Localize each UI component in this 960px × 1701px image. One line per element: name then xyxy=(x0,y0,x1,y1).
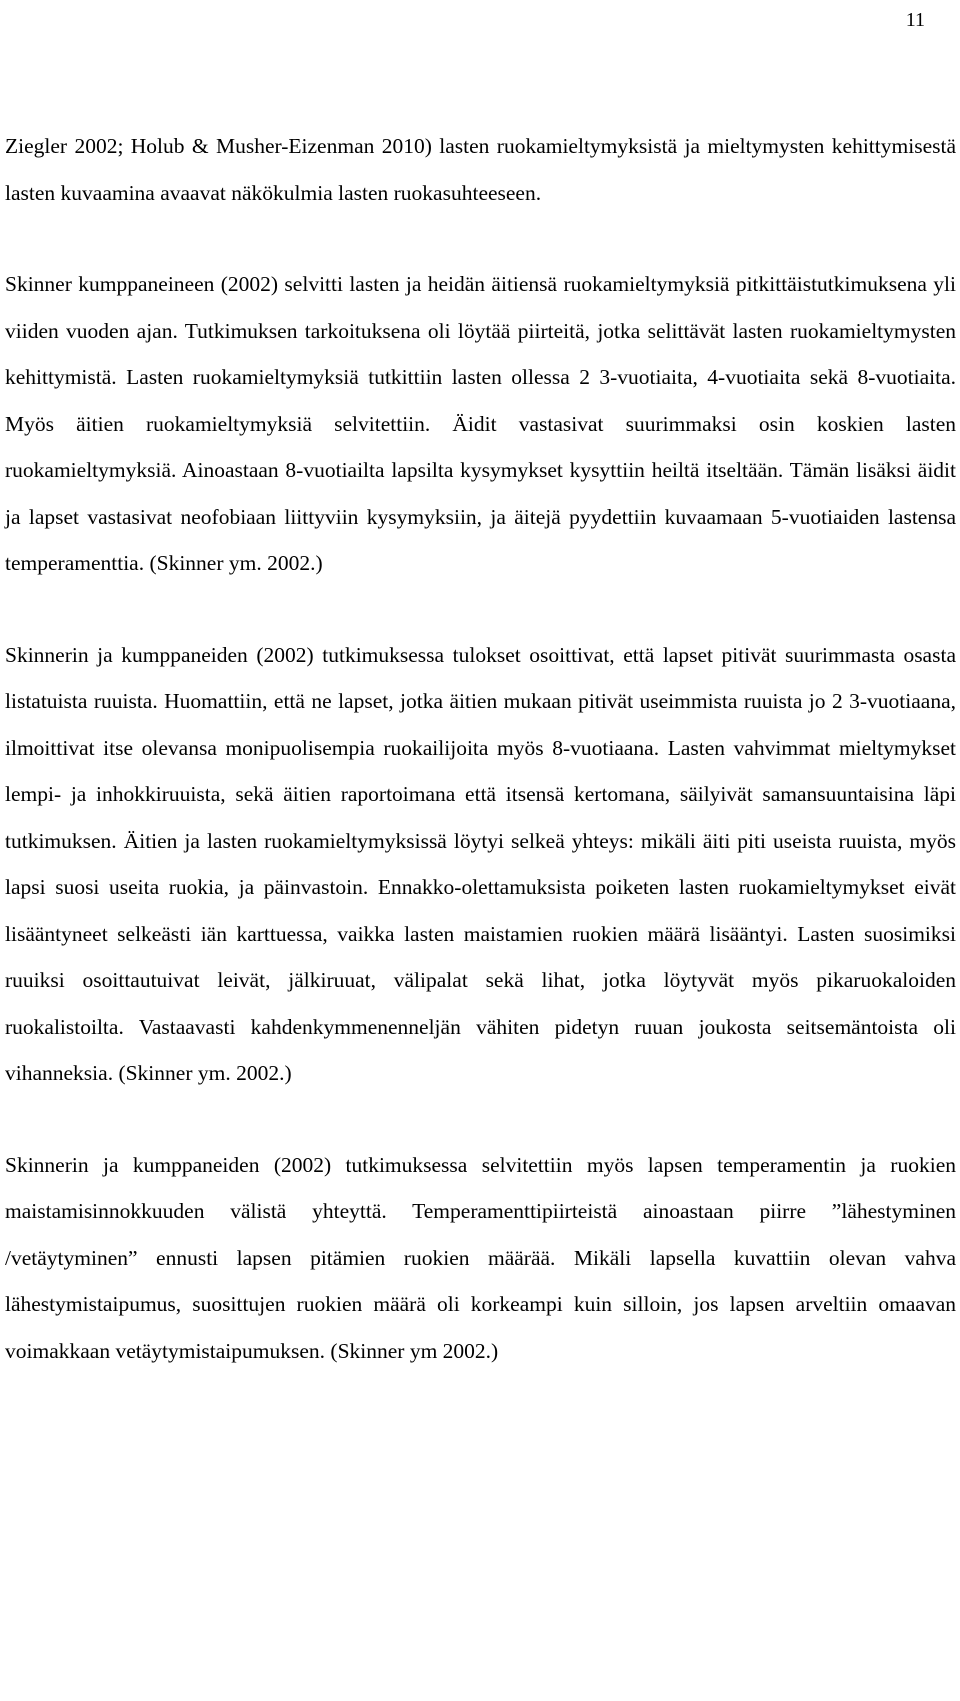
body-text xyxy=(5,123,956,1374)
paragraph-continuation: Ziegler 2002; Holub & Musher-Eizenman 2010) lasten ruokamieltymyksistä ja mieltymysten kehittymisestä lasten kuvaamina avaavat näkökulmia lasten ruokasuhteeseen. xyxy=(5,134,956,205)
page-number: 11 xyxy=(905,9,925,31)
paragraph-skinner-results: Skinnerin ja kumppaneiden (2002) tutkimuksessa tulokset osoittivat, että lapset pitivät suurimmasta osasta listatuista ruuista. Huomattiin, että ne lapset, jotka äitien mukaan pitivät useimmista ruuista jo 2 3-vuotiaana, ilmoittivat itse olevansa monipuolisempia ruokailijoita myös 8-vuotiaana. Lasten vahvimmat mieltymykset lempi- ja inhokkiruuista, sekä äitien raportoimana että itsensä kertomana, säilyivät samansuuntaisina läpi tutkimuksen. Äitien ja lasten ruokamieltymyksissä löytyi selkeä yhteys: mikäli äiti piti useista ruuista, myös lapsi suosi useita ruokia, ja päinvastoin. Ennakko-olettamuksista poiketen lasten ruokamieltymykset eivät lisääntyneet selkeästi iän karttuessa, vaikka lasten maistamien ruokien määrä lisääntyi. Lasten suosimiksi ruuiksi osoittautuivat leivät, jälkiruuat, välipalat sekä lihat, jotka löytyvät myös pikaruokaloiden ruokalistoilta. Vastaavasti kahdenkymmenenneljän vähiten pidetyn ruuan joukosta seitsemäntoista oli vihanneksia. (Skinner ym. 2002.) xyxy=(5,642,956,1085)
paragraph-skinner-temperament: Skinnerin ja kumppaneiden (2002) tutkimuksessa selvitettiin myös lapsen temperamentin ja ruokien maistamisinnokkuuden välistä yhteyttä. Temperamenttipiirteistä ainoastaan piirre ”lähestyminen /vetäytyminen” ennusti lapsen pitämien ruokien määrää. Mikäli lapsella kuvattiin olevan vahva lähestymistaipumus, suosittujen ruokien määrä oli korkeampi kuin silloin, jos lapsen arveltiin omaavan voimakkaan vetäytymistaipumuksen. (Skinner ym 2002.) xyxy=(5,1152,956,1363)
paragraph-skinner-study-design: Skinner kumppaneineen (2002) selvitti lasten ja heidän äitiensä ruokamieltymyksiä pitkittäistutkimuksena yli viiden vuoden ajan. Tutkimuksen tarkoituksena oli löytää piirteitä, jotka selittävät lasten ruokamieltymysten kehittymistä. Lasten ruokamieltymyksiä tutkittiin lasten ollessa 2 3-vuotiaita, 4-vuotiaita sekä 8-vuotiaita. Myös äitien ruokamieltymyksiä selvitettiin. Äidit vastasivat suurimmaksi osin koskien lasten ruokamieltymyksiä. Ainoastaan 8-vuotiailta lapsilta kysymykset kysyttiin heiltä itseltään. Tämän lisäksi äidit ja lapset vastasivat neofobiaan liittyviin kysymyksiin, ja äitejä pyydettiin kuvaamaan 5-vuotiaiden lastensa temperamenttia. (Skinner ym. 2002.) xyxy=(5,272,956,575)
